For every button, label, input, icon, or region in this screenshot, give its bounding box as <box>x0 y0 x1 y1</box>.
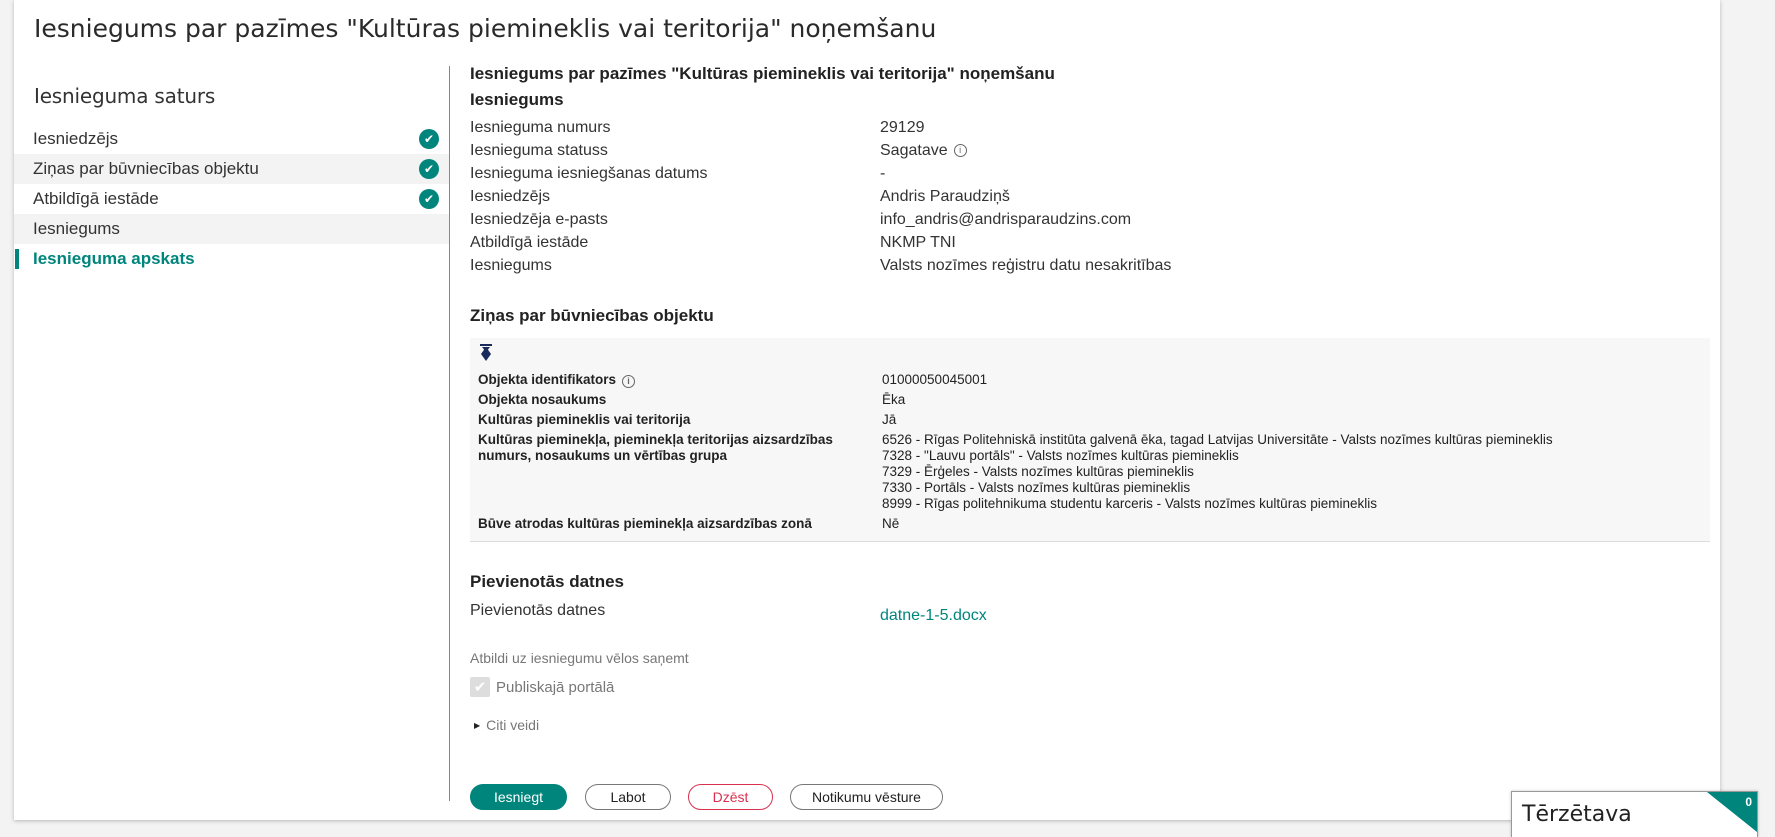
monument-list <box>882 432 1553 512</box>
row-value: Andris Paraudziņš <box>880 187 1010 205</box>
divider <box>449 66 450 801</box>
detail-label: Kultūras pieminekļa, pieminekļa teritorijas aizsardzības numurs, nosaukums un vērtības grupa <box>478 432 833 463</box>
detail-label: Objekta nosaukums <box>478 392 607 407</box>
row-label: Atbildīgā iestāde <box>470 233 589 251</box>
sidebar <box>14 66 449 274</box>
row-label: Pievienotās datnes <box>470 602 606 619</box>
detail-value: Nē <box>882 516 900 531</box>
check-circle-icon: ✔ <box>419 129 439 149</box>
check-circle-icon: ✔ <box>419 189 439 209</box>
chat-widget[interactable] <box>1511 791 1758 837</box>
attachments-row <box>470 596 1710 626</box>
monument-item: 7329 - Ērģeles - Valsts nozīmes kultūras piemineklis <box>882 464 1194 479</box>
monument-item: 7328 - "Lauvu portāls" - Valsts nozīmes kultūras piemineklis <box>882 448 1239 463</box>
detail-row <box>478 372 1702 388</box>
monument-item: 8999 - Rīgas politehnikuma studentu karceris - Valsts nozīmes kultūras piemineklis <box>882 496 1377 511</box>
detail-row <box>478 412 1702 428</box>
response-label: Atbildi uz iesniegumu vēlos saņemt <box>470 650 689 666</box>
submit-button[interactable]: Iesniegt <box>470 784 567 810</box>
row-value: Valsts nozīmes reģistru datu nesakritības <box>880 256 1172 274</box>
page-card <box>14 0 1720 820</box>
sidebar-item-atbildiga-iestade[interactable] <box>14 184 449 214</box>
row-value: 29129 <box>880 118 925 136</box>
main-heading: Iesniegums par pazīmes "Kultūras piemineklis vai teritorija" noņemšanu <box>470 64 1055 83</box>
row-value: info_andris@andrisparaudzins.com <box>880 210 1132 228</box>
row-value: - <box>880 164 886 182</box>
page-title: Iesniegums par pazīmes "Kultūras piemineklis vai teritorija" noņemšanu <box>34 14 937 43</box>
delete-button[interactable]: Dzēst <box>688 784 773 810</box>
history-button[interactable]: Notikumu vēsture <box>790 784 943 810</box>
info-row <box>470 254 1710 277</box>
status-value: Sagatave <box>880 141 948 159</box>
info-icon[interactable]: i <box>954 144 967 157</box>
row-label: Iesniegums <box>470 256 552 274</box>
sidebar-item-iesniedzejs[interactable] <box>14 124 449 154</box>
object-details-box <box>470 338 1710 542</box>
detail-value: Jā <box>882 412 897 427</box>
check-circle-icon: ✔ <box>419 159 439 179</box>
chat-count: 0 <box>1745 795 1752 809</box>
row-label: Iesniedzēja e-pasts <box>470 210 608 228</box>
detail-row <box>478 516 1702 532</box>
sidebar-item-label: Iesnieguma apskats <box>33 249 195 268</box>
monument-item: 7330 - Portāls - Valsts nozīmes kultūras piemineklis <box>882 480 1191 495</box>
section-objekts-title: Ziņas par būvniecības objektu <box>470 306 714 325</box>
section-iesniegums-title: Iesniegums <box>470 90 564 109</box>
detail-value: 01000050045001 <box>882 372 988 387</box>
info-row <box>470 116 1710 139</box>
row-label: Iesniedzējs <box>470 187 551 205</box>
other-options-label: Citi veidi <box>486 717 540 733</box>
info-icon[interactable]: i <box>622 375 635 388</box>
info-row <box>470 162 1710 185</box>
detail-value: Ēka <box>882 392 906 407</box>
section-datnes-title: Pievienotās datnes <box>470 572 625 591</box>
sidebar-item-zinas[interactable] <box>14 154 449 184</box>
detail-label: Kultūras piemineklis vai teritorija <box>478 412 691 427</box>
sidebar-item-label: Ziņas par būvniecības objektu <box>33 159 259 178</box>
sidebar-item-label: Atbildīgā iestāde <box>33 189 159 208</box>
row-label: Iesnieguma statuss <box>470 141 608 159</box>
row-label: Iesnieguma iesniegšanas datums <box>470 164 708 182</box>
row-label: Iesnieguma numurs <box>470 118 611 136</box>
other-options-toggle[interactable] <box>470 717 1710 733</box>
sidebar-heading: Iesnieguma saturs <box>34 84 216 108</box>
info-row <box>470 185 1710 208</box>
detail-label: Būve atrodas kultūras pieminekļa aizsardzības zonā <box>478 516 812 531</box>
main-content <box>470 64 1710 733</box>
sidebar-item-label: Iesniedzējs <box>33 129 119 148</box>
edit-button[interactable]: Labot <box>585 784 671 810</box>
collapse-toggle-icon[interactable] <box>480 344 492 364</box>
row-value: NKMP TNI <box>880 233 956 251</box>
chat-label: Tērzētava <box>1522 802 1632 827</box>
sidebar-item-label: Iesniegums <box>33 219 120 238</box>
attachment-link[interactable]: datne-1-5.docx <box>880 607 987 624</box>
detail-label-text: Objekta identifikators <box>478 372 617 387</box>
detail-label <box>478 372 882 388</box>
portal-checkbox-row <box>470 677 1710 697</box>
checkbox-checked[interactable]: ✔ <box>470 677 490 697</box>
monument-item: 6526 - Rīgas Politehniskā institūta galvenā ēka, tagad Latvijas Universitāte - Valsts nozīmes kultūras piemineklis <box>882 432 1553 447</box>
detail-row <box>478 392 1702 408</box>
sidebar-item-apskats[interactable] <box>14 244 449 274</box>
info-row <box>470 139 1710 162</box>
info-row <box>470 231 1710 254</box>
sidebar-item-iesniegums[interactable] <box>14 214 449 244</box>
detail-row <box>478 432 1702 512</box>
checkbox-label: Publiskajā portālā <box>496 678 615 696</box>
caret-right-icon: ▶ <box>474 720 481 730</box>
info-row <box>470 208 1710 231</box>
